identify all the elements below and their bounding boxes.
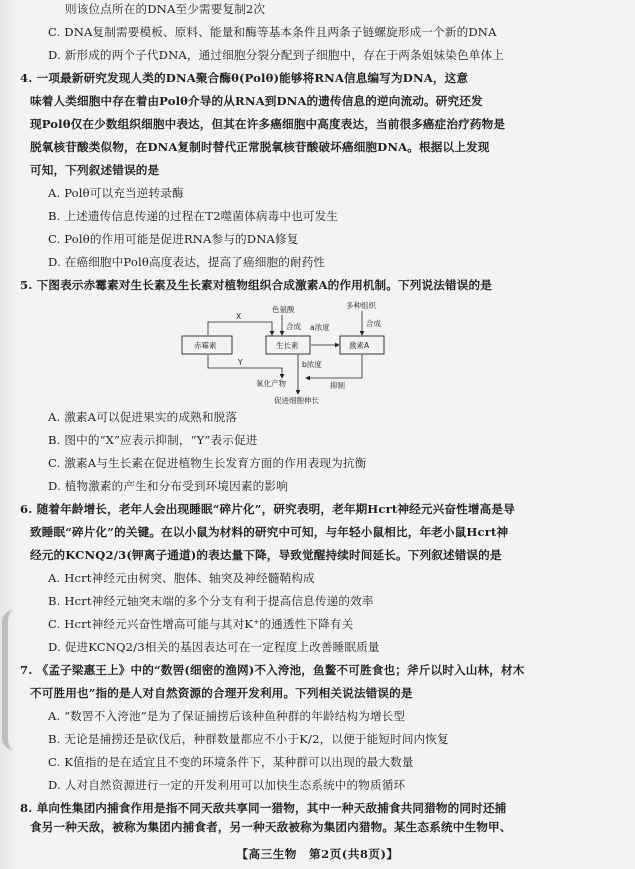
page-edge-mark <box>2 610 30 750</box>
a-conc-label: a浓度 <box>310 323 330 332</box>
question-8-stem: 8. 单向性集团内捕食作用是指不同天敌共享同一猎物，其中一种天敌捕食共同猎物的同时还捕 <box>20 801 507 815</box>
option-c: C. Polθ的作用可能是促进RNA参与的DNA修复 <box>48 232 299 246</box>
option-d: D. 在癌细胞中Polθ高度表达，提高了癌细胞的耐药性 <box>48 255 326 269</box>
question-4-stem: 脱氧核苷酸类似物，在DNA复制时替代正常脱氧核苷酸破坏癌细胞DNA。根据以上发现 <box>30 140 490 154</box>
option-b: B. 图中的“X”应表示抑制，“Y”表示促进 <box>48 433 258 447</box>
question-7-stem: 不可胜用也”指的是人对自然资源的合理开发利用。下列相关说法错误的是 <box>30 686 413 700</box>
question-4-stem: 味着人类细胞中存在着由Polθ介导的从RNA到DNA的遗传信息的逆向流动。研究还发 <box>30 94 483 108</box>
option-c: C. DNA复制需要模板、原料、能量和酶等基本条件且两条子链螺旋形成一个新的DNA <box>48 25 497 39</box>
option-b: B. 上述遗传信息传递的过程在T2噬菌体病毒中也可发生 <box>48 209 339 223</box>
hormone-a-label: 激素A <box>349 341 370 350</box>
oxidation-product-label: 氧化产物 <box>256 379 286 388</box>
option-d: D. 促进KCNQ2/3相关的基因表达可在一定程度上改善睡眠质量 <box>48 640 380 654</box>
option-c: C. K值指的是在适宜且不变的环境条件下，某种群可以出现的最大数量 <box>48 755 414 769</box>
question-4-stem: 可知，下列叙述错误的是 <box>30 163 160 177</box>
option-d: D. 植物激素的产生和分布受到环境因素的影响 <box>48 479 288 493</box>
question-8-stem: 食另一种天敌，被称为集团内捕食者，另一种天敌被称为集团内猎物。某生态系统中生物甲、 <box>30 820 512 834</box>
gibberellin-label: 赤霉素 <box>194 341 217 350</box>
option-a: A. Polθ可以充当逆转录酶 <box>48 186 184 200</box>
promote-elongation-label: 促进细胞伸长 <box>274 396 319 405</box>
tryptophan-label: 色氨酸 <box>272 305 295 314</box>
option-c: C. 激素A与生长素在促进植物生长发育方面的作用表现为抗衡 <box>48 456 367 470</box>
question-6-stem: 经元的KCNQ2/3(钾离子通道)的表达量下降，导致觉醒持续时间延长。下列叙述错误的是 <box>30 548 502 562</box>
question-4-stem: 现Polθ仅在少数组织细胞中表达，但其在许多癌细胞中高度表达，当前很多癌症治疗药物是 <box>30 117 506 131</box>
option-a: A. “数罟不入洿池”是为了保证捕捞后该种鱼种群的年龄结构为增长型 <box>48 709 406 723</box>
option-b: B. 无论是捕捞还是砍伐后，种群数量都应不小于K/2，以便于能短时间内恢复 <box>48 732 449 746</box>
option-b: B. Hcrt神经元轴突末端的多个分支有利于提高信息传递的效率 <box>48 594 374 608</box>
x-label: X <box>236 312 242 321</box>
inhibit-label: 抑制 <box>330 381 345 390</box>
option-a: A. 激素A可以促进果实的成熟和脱落 <box>48 410 238 424</box>
synthesis-label-2: 合成 <box>366 319 381 328</box>
option-c: C. Hcrt神经元兴奋性增高可能与其对K⁺的通透性下降有关 <box>48 617 354 631</box>
question-6-stem: 6. 随着年龄增长，老年人会出现睡眠“碎片化”，研究表明，老年期Hcrt神经元兴奋性增高是导 <box>20 502 515 516</box>
option-d: D. 人对自然资源进行一定的开发利用可以加快生态系统中的物质循环 <box>48 778 406 792</box>
auxin-label: 生长素 <box>276 341 299 350</box>
text-line: 则该位点所在的DNA至少需要复制2次 <box>65 2 266 16</box>
option-d: D. 新形成的两个子代DNA，通过细胞分裂分配到子细胞中，存在于两条姐妹染色单体上 <box>48 48 504 62</box>
synthesis-label-1: 合成 <box>286 322 301 331</box>
hormone-mechanism-diagram <box>168 298 418 406</box>
question-5-stem: 5. 下图表示赤霉素对生长素及生长素对植物组织合成激素A的作用机制。下列说法错误的是 <box>20 278 493 292</box>
question-6-stem: 致睡眠“碎片化”的关键。在以小鼠为材料的研究中可知，与年轻小鼠相比，年老小鼠Hcrt神 <box>30 525 509 539</box>
multi-tissue-label: 多种组织 <box>346 301 376 310</box>
option-a: A. Hcrt神经元由树突、胞体、轴突及神经髓鞘构成 <box>48 571 315 585</box>
b-conc-label: b浓度 <box>302 360 322 369</box>
question-4-stem: 4. 一项最新研究发现人类的DNA聚合酶θ(Polθ)能够将RNA信息编写为DNA，这意 <box>20 71 469 85</box>
page-footer: 【高三生物 第2页(共8页)】 <box>236 847 399 861</box>
y-label: Y <box>238 358 243 367</box>
question-7-stem: 7. 《孟子梁惠王上》中的“数罟(细密的渔网)不入洿池，鱼鳖不可胜食也；斧斤以时入山林，材木 <box>20 663 525 677</box>
